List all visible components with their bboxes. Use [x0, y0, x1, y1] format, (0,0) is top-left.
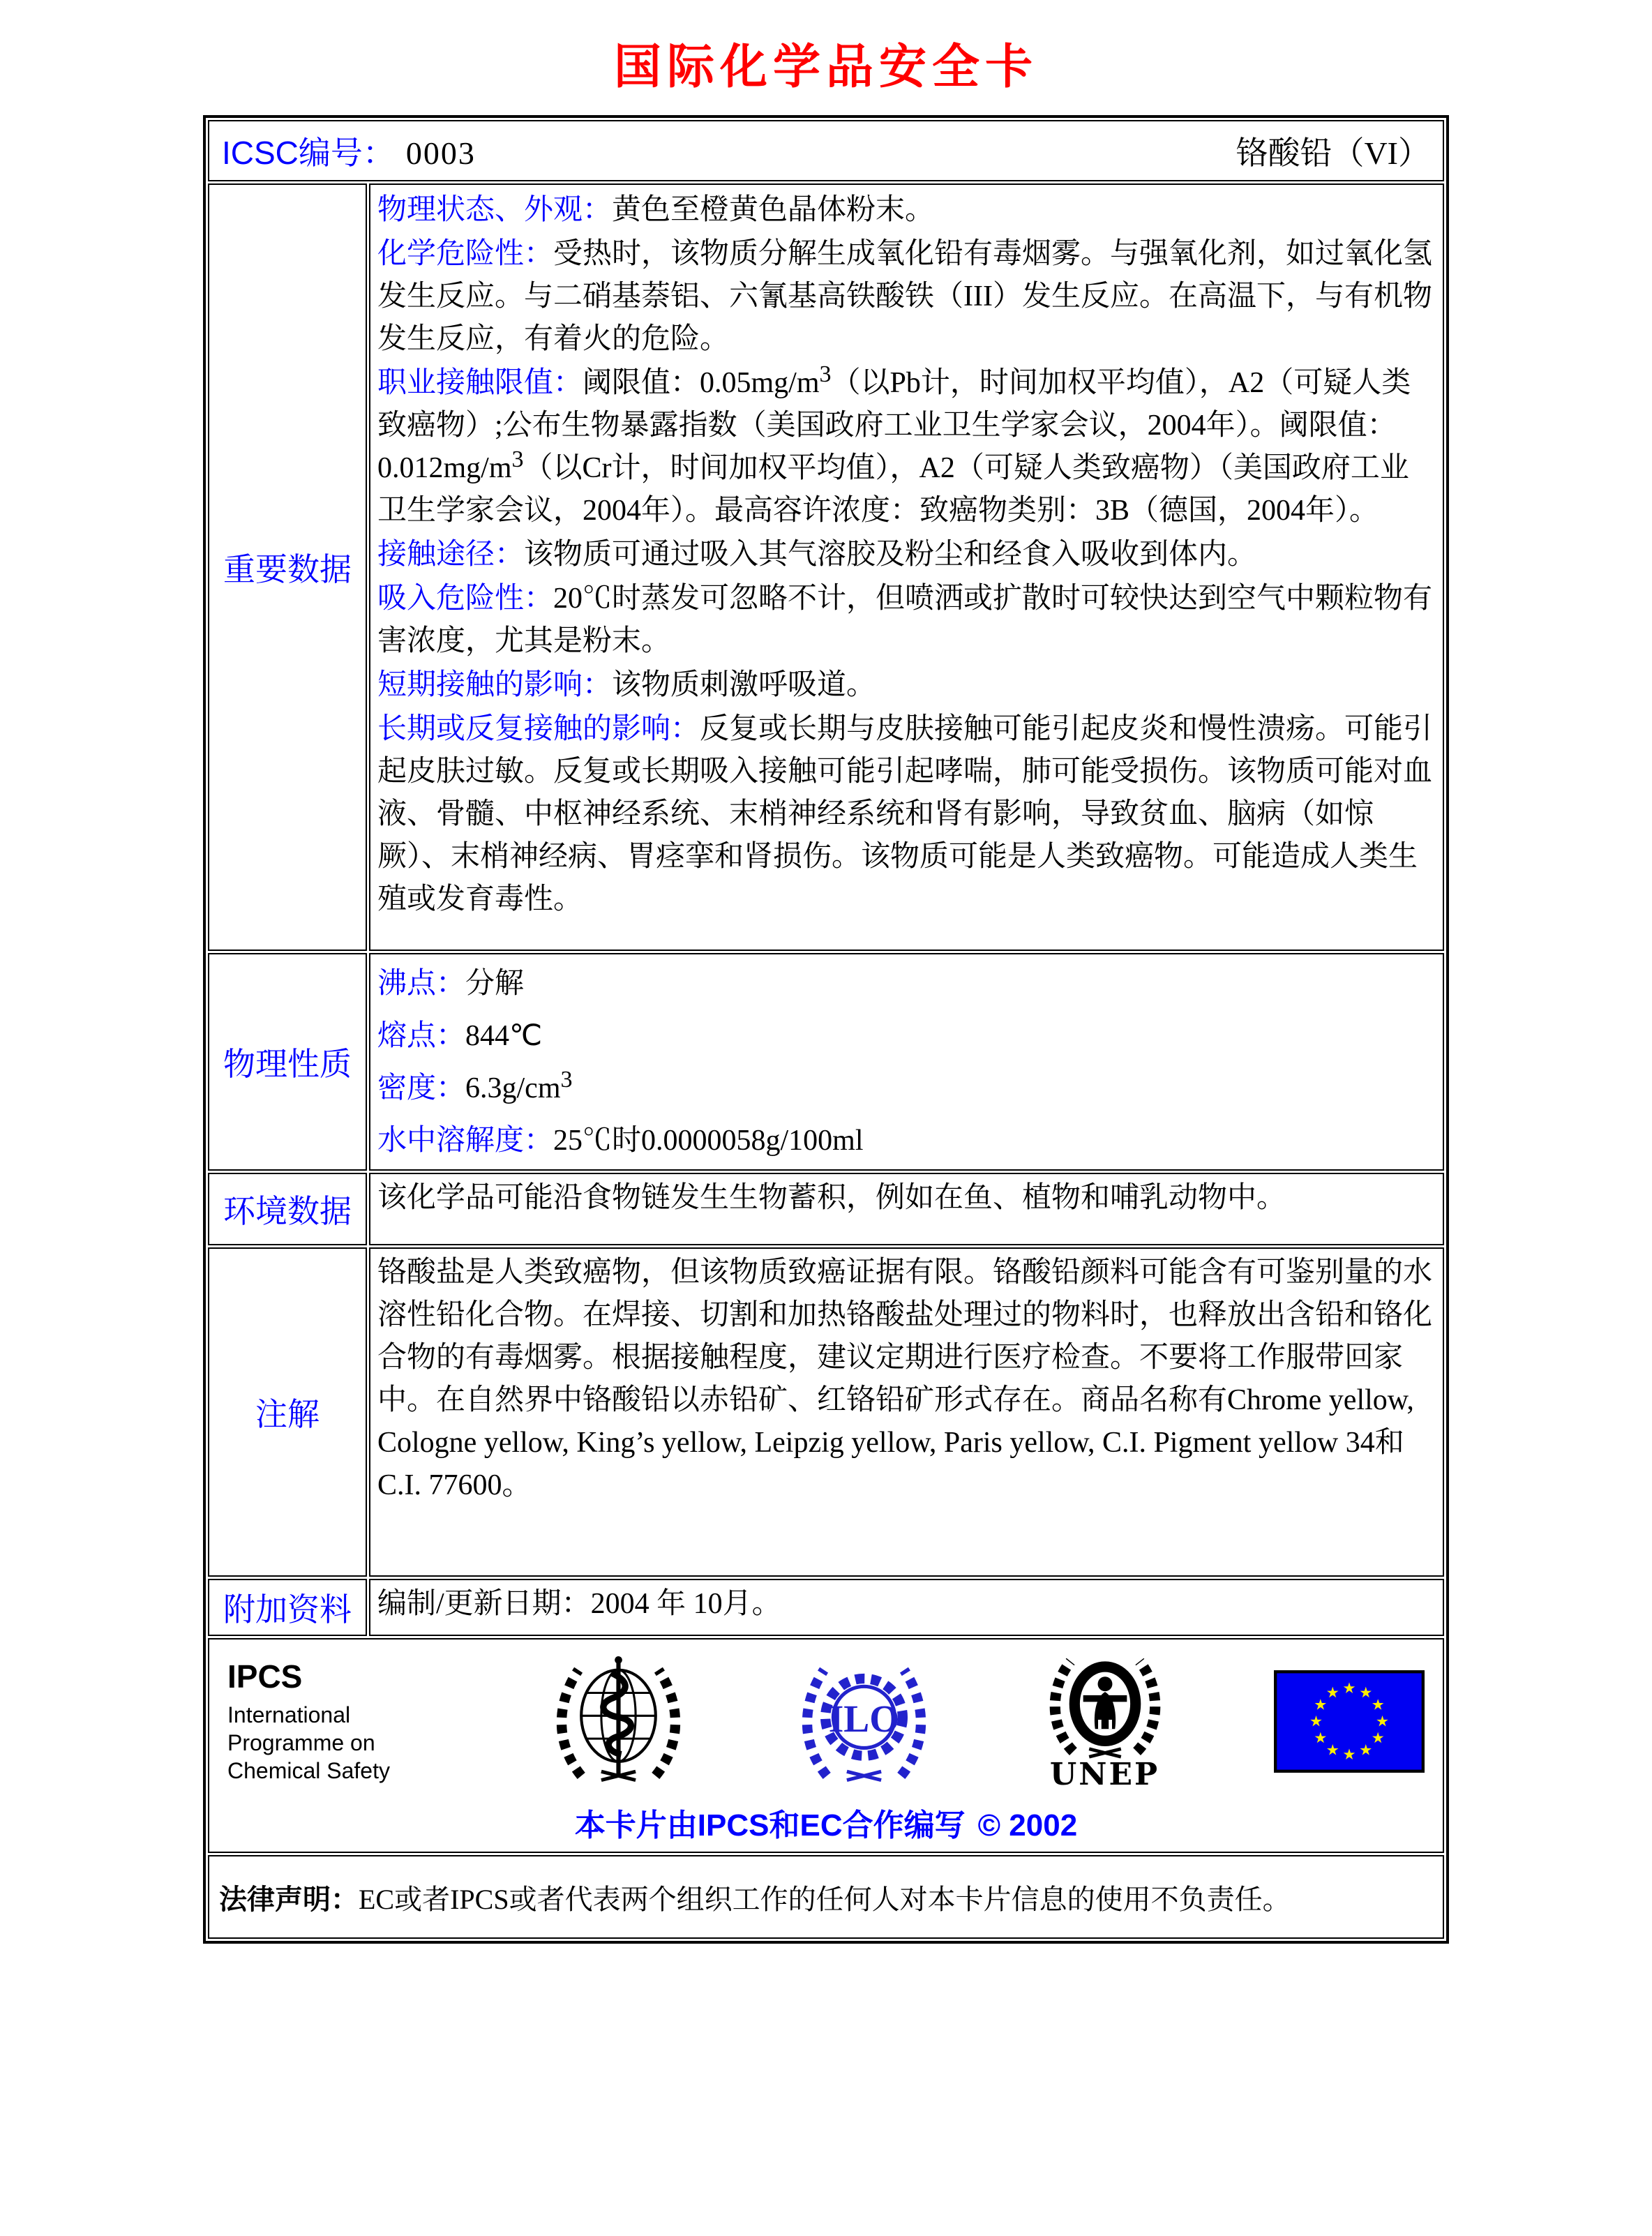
- eu-flag-icon: [1274, 1670, 1425, 1773]
- important-data-row: [208, 183, 1444, 951]
- chemical-name: 铬酸铅（VI）: [1236, 135, 1430, 171]
- superscript: 3: [819, 361, 832, 387]
- ipcs-logo: IPCS International Programme on Chemical Safety: [227, 1658, 444, 1785]
- field-physical-state: 物理状态、外观：黄色至橙黄色晶体粉末。: [377, 193, 935, 226]
- superscript: 3: [511, 447, 524, 472]
- row-label-important: 重要数据: [208, 183, 367, 951]
- field-long-term-effects: 长期或反复接触的影响：反复或长期与皮肤接触可能引起皮炎和慢性溃疡。可能引起皮肤过敏。反复或长期吸入接触可能引起哮喘，肺可能受损伤。该物质可能对血液、骨髓、中枢神经系统、末梢神经系统和肾有影响，导致贫血、脑病（如惊厥）、末梢神经病、胃痉挛和肾损伤。该物质可能是人类致癌物。可能造成人类生殖或发育毒性。: [377, 712, 1433, 915]
- icsc-card-table: [203, 115, 1449, 1944]
- superscript: 3: [560, 1067, 573, 1093]
- environmental-data-content: 该化学品可能沿食物链发生生物蓄积，例如在鱼、植物和哺乳动物中。: [377, 1182, 1286, 1214]
- notes-row: [208, 1247, 1444, 1577]
- row-label-physical: 物理性质: [208, 953, 367, 1171]
- row-label-notes: 注解: [208, 1247, 367, 1577]
- notes-cell: [369, 1247, 1444, 1577]
- environmental-data-row: [208, 1173, 1444, 1245]
- unep-label: UNEP: [1049, 1756, 1160, 1792]
- ilo-logo-icon: [793, 1650, 936, 1793]
- unep-emblem-icon: [1039, 1651, 1171, 1762]
- header-row: [208, 120, 1444, 181]
- legal-text: EC或者IPCS或者代表两个组织工作的任何人对本卡片信息的使用不负责任。: [359, 1883, 1291, 1915]
- additional-info-content: 编制/更新日期：2004 年 10月。: [377, 1588, 781, 1620]
- icsc-number: [222, 128, 476, 174]
- important-data-content: [377, 188, 1433, 947]
- field-inhalation-risk: 吸入危险性：20℃时蒸发可忽略不计，但喷洒或扩散时可较快达到空气中颗粒物有害浓度，尤其是粉末。: [377, 581, 1433, 657]
- field-density: 密度：$6.3g/cm^3$: [377, 1067, 573, 1104]
- field-water-solubility: 水中溶解度：25℃时0.0000058g/100ml: [377, 1123, 864, 1157]
- icsc-number-label: ICSC编号：: [222, 135, 395, 171]
- important-data-cell: [369, 183, 1444, 951]
- row-label-environment: 环境数据: [208, 1173, 367, 1245]
- field-boiling-point: 沸点：分解: [377, 966, 525, 1000]
- logos-cell: [208, 1638, 1444, 1853]
- who-logo-icon: [547, 1650, 690, 1793]
- environmental-data-cell: [369, 1173, 1444, 1245]
- ipcs-acronym: IPCS: [227, 1658, 303, 1695]
- icsc-number-value: 0003: [405, 135, 476, 171]
- field-occupational-exposure-limits: 职业接触限值：阈限值：$0.05mg/m^3$（以Pb计，时间加权平均值），A2（可疑人类致癌物）;公布生物暴露指数（美国政府工业卫生学家会议，2004年）。阈限值：$0.012mg/m^3$（以Cr计，时间加权平均值），A2（可疑人类致癌物）（美国政府工业卫生学家会议，2004年）。最高容许浓度：致癌物类别：3B（德国，2004年）。: [377, 361, 1411, 527]
- legal-cell: [208, 1855, 1444, 1939]
- notes-content: 铬酸盐是人类致癌物，但该物质致癌证据有限。铬酸铅颜料可能含有可鉴别量的水溶性铅化合物。在焊接、切割和加热铬酸盐处理过的物料时，也释放出含铅和铬化合物的有毒烟雾。根据接触程度，建议定期进行医疗检查。不要将工作服带回家中。在自然界中铬酸铅以赤铅矿、红铬铅矿形式存在。商品名称有Chrome yellow, Cologne yellow, King’s yellow, Leipzig yellow, Paris yellow, C.I. Pigment yellow 34和C.I. 77600。: [377, 1256, 1433, 1501]
- physical-properties-content: [377, 957, 1433, 1166]
- unep-logo: [1039, 1651, 1171, 1792]
- row-label-additional: 附加资料: [208, 1579, 367, 1636]
- page-title: 国际化学品安全卡: [613, 39, 1038, 95]
- legal-label: 法律声明：: [219, 1884, 359, 1915]
- physical-properties-cell: [369, 953, 1444, 1171]
- field-melting-point: 熔点：844℃: [377, 1019, 543, 1052]
- additional-info-cell: [369, 1579, 1444, 1636]
- copyright-text: © 2002: [977, 1808, 1078, 1843]
- field-short-term-effects: 短期接触的影响：该物质刺激呼吸道。: [377, 668, 876, 701]
- physical-properties-row: [208, 953, 1444, 1171]
- caption-text: 本卡片由IPCS和EC合作编写: [574, 1808, 966, 1843]
- additional-info-row: [208, 1579, 1444, 1636]
- field-exposure-routes: 接触途径：该物质可通过吸入其气溶胶及粉尘和经食入吸收到体内。: [377, 537, 1257, 571]
- legal-row: [208, 1855, 1444, 1939]
- svg-text:ILO: ILO: [828, 1697, 900, 1740]
- field-chemical-danger: 化学危险性：受热时，该物质分解生成氧化铅有毒烟雾。与强氧化剂，如过氧化氢发生反应。与二硝基萘铝、六氰基高铁酸铁（III）发生反应。在高温下，与有机物发生反应，有着火的危险。: [377, 237, 1433, 355]
- cooperation-caption: [227, 1800, 1425, 1845]
- logos-row: [208, 1638, 1444, 1853]
- header-cell: [208, 120, 1444, 181]
